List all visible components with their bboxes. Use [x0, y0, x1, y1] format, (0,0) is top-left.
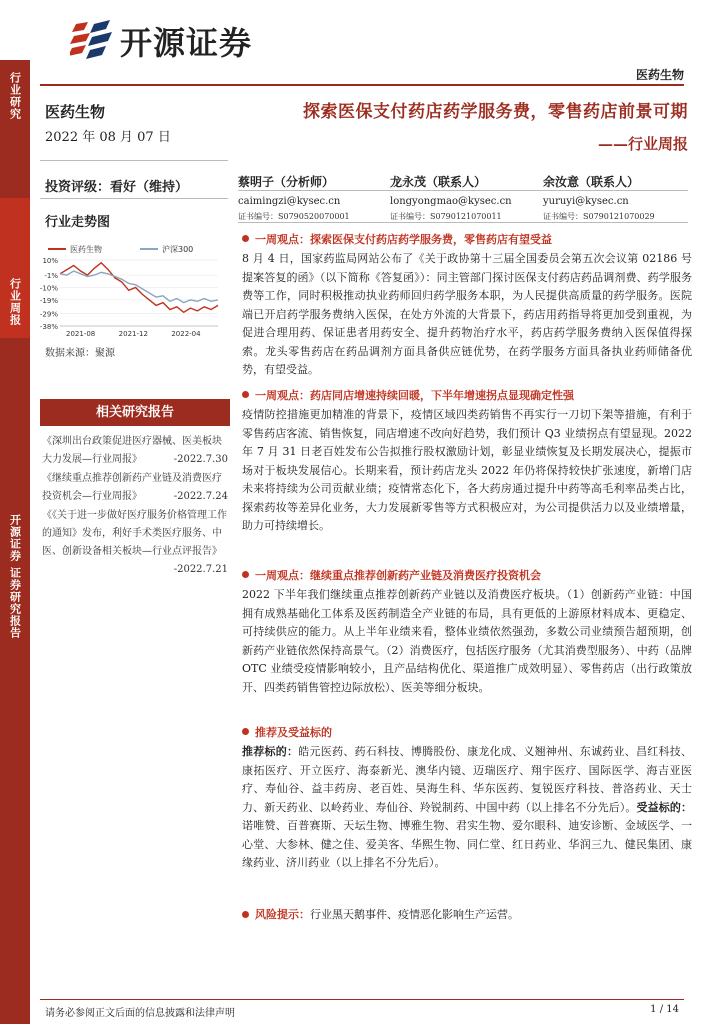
section-risk: 风险提示：行业黑天鹅事件、疫情恶化影响生产运营。: [242, 906, 692, 925]
chart-source: 数据来源：聚源: [45, 348, 115, 359]
trend-title: 行业走势图: [45, 215, 111, 230]
side-label-weekly: 行业周报: [0, 198, 30, 338]
bullet-icon: [242, 235, 249, 242]
legend-label: 沪深300: [162, 245, 194, 254]
x-tick-label: 2021-08: [66, 330, 96, 338]
author-card: 龙永茂（联系人） longyongmao@kysec.cn 证书编号：S0790121070011: [390, 175, 512, 221]
report-date: 2022 年 08 月 07 日: [45, 130, 171, 145]
legend-label: 医药生物: [70, 245, 102, 254]
y-tick-label: -10%: [40, 284, 58, 293]
y-tick-label: 10%: [42, 257, 58, 265]
trend-chart: [40, 238, 230, 338]
related-reports-header: 相关研究报告: [40, 399, 230, 426]
y-tick-label: -29%: [40, 310, 58, 319]
series-line: [60, 271, 218, 303]
section-weekly-view-1: 一周观点：探索医保支付药店药学服务费，零售药店有望受益 8 月 4 日，国家药监局网站公布了《关于政协第十三届全国委员会第五次会议第 02186 号提案答复的函》（以下简称《答复函》）：同主管部门探讨医保支付药店药品调剂费、药学服务费等工作，同时积极推动执业药师回归药学服务本职，为人民提供高质量的药学服务。医院端已开启药学服务费纳入医保，在处方外流的大背景下，药店用药指导将更加受到重视，为促进合理用药、保证患者用药安全、提升药物治疗水平，药店药学服务费纳入医保值得探索。龙头零售药店在药品调剂方面具备供应链优势，在药学服务方面具备执业药师储备优势，有望受益。: [242, 233, 692, 376]
y-tick-label: -19%: [40, 296, 58, 305]
left-divider: [40, 198, 228, 199]
author-card: 余汝意（联系人） yuruyi@kysec.cn 证书编号：S0790121070029: [543, 175, 655, 221]
bullet-icon: [242, 911, 249, 918]
sector-title: 医药生物: [45, 103, 106, 121]
report-title: 探索医保支付药店药学服务费，零售药店前景可期: [303, 102, 688, 122]
bullet-icon: [242, 571, 249, 578]
author-card: 蔡明子（分析师） caimingzi@kysec.cn 证书编号：S0790520070001: [238, 175, 350, 221]
page-number: 1 / 14: [650, 1004, 679, 1015]
related-report[interactable]: 《继续重点推荐创新药产业链及消费医疗投资机会—行业周报》 -2022.7.24: [42, 473, 228, 502]
x-tick-label: 2022-04: [171, 330, 201, 338]
header-category: 医药生物: [635, 68, 684, 82]
section-recommendations: 推荐及受益标的 推荐标的：皓元医药、药石科技、博腾股份、康龙化成、义翘神州、东诚药业、昌红科技、康拓医疗、开立医疗、海泰新光、澳华内镜、迈瑞医疗、翔宇医疗、国际医学、海吉亚医疗、寿仙谷、益丰药房、老百姓、昊海生科、华东医药、复锐医疗科技、普洛药业、天士力、新天药业、以岭药业、寿仙谷、羚锐制药、中国中药（以上排名不分先后）。受益标的：诺唯赞、百普赛斯、天坛生物、博雅生物、君实生物、爱尔眼科、迪安诊断、金域医学、一心堂、大参林、健之佳、爱美客、华熙生物、同仁堂、红日药业、华润三九、健民集团、康缘药业、济川药业（以上排名不分先后）。: [242, 726, 693, 869]
related-report[interactable]: 《《关于进一步做好医疗服务价格管理工作的通知》发布，利好手术类医疗服务、中医、创新设备相关板块—行业点评报告》 -2022.7.21: [42, 510, 228, 575]
brand-name: 开源证券: [120, 24, 253, 62]
header-divider: [40, 84, 684, 86]
side-label-industry-research: 行业研究: [0, 60, 30, 198]
y-tick-label: -38%: [40, 323, 58, 331]
bullet-icon: [242, 728, 249, 735]
footer-disclaimer: 请务必参阅正文后面的信息披露和法律声明: [45, 1008, 235, 1019]
authors-divider: [238, 190, 688, 191]
authors-divider: [238, 222, 688, 223]
side-label-brand-report: 开源证券 证券研究报告: [0, 338, 30, 1024]
investment-rating: 投资评级：看好（维持）: [45, 180, 189, 195]
related-report[interactable]: 《深圳出台政策促进医疗器械、医美板块大力发展—行业周报》 -2022.7.30: [42, 436, 228, 465]
bullet-icon: [242, 391, 249, 398]
section-weekly-view-3: 一周观点：继续重点推荐创新药产业链及消费医疗投资机会 2022 下半年我们继续重点推荐创新药产业链以及消费医疗板块。（1）创新药产业链：中国拥有成熟基础化工体系及医药制造全产业链的布局，具有更低的上游原材料成本、更稳定、可持续供应的能力。从上半年业绩来看，整体业绩依然强劲，多数公司业绩预告超预期，创新药产业链依然保持高景气。（2）消费医疗，包括医疗服务（尤其消费型服务）、中药（品牌 OTC 业绩受疫情影响较小，且产品结构优化、渠道推广成效明显）、零售药店（出行政策放开、四类药销售管控边际放松）、医美等细分板块。: [242, 569, 692, 694]
x-tick-label: 2021-12: [118, 330, 148, 338]
report-subtitle: ——行业周报: [597, 135, 688, 153]
related-reports-list: [42, 433, 228, 579]
y-tick-label: -1%: [44, 272, 58, 281]
section-weekly-view-2: 一周观点：药店同店增速持续回暖，下半年增速拐点显现确定性强 疫情防控措施更加精准的背景下，疫情区域四类药销售不再实行一刀切下架等措施，有利于零售药店客流、销售恢复，同店增速不改向好趋势，我们预计 Q3 业绩拐点有望显现。2022 年 7 月 31 日老百姓发布公告拟推行股权激励计划，彰显业绩恢复及长期发展决心，提振市场对于板块发展信心。长期来看，预计药店龙头 2022 年仍将保持较快扩张速度，新增门店未来将持续为公司贡献业绩；疫情常态化下，各大药房通过提升中药等高毛利率品类占比，探索药妆等差异化业务，大力发展新零售等方式积极应对，为公司提供活力以及业绩增量，助力可持续增长。: [242, 389, 692, 532]
brand-logo-icon: [70, 20, 116, 64]
footer-divider: [40, 999, 684, 1000]
left-divider: [40, 160, 228, 161]
